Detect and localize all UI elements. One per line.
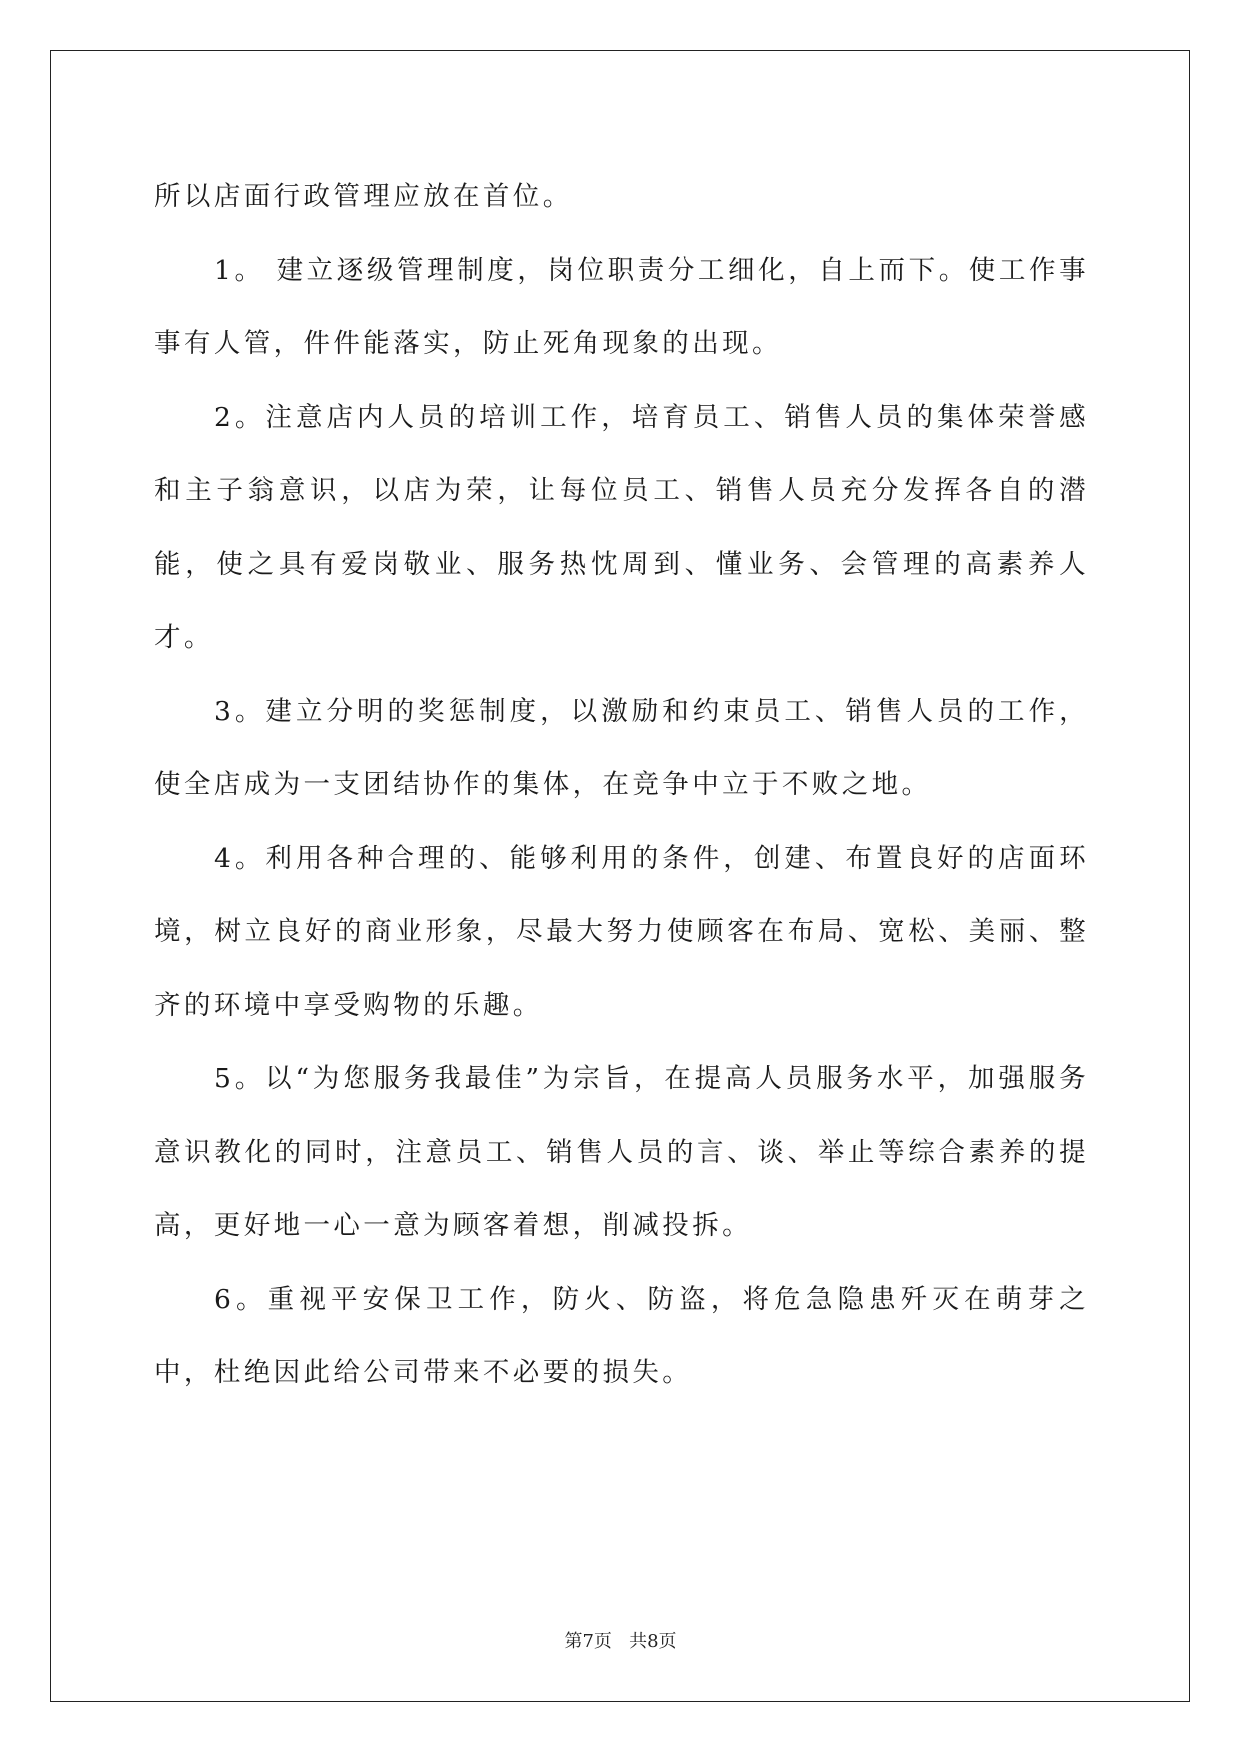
paragraph-item-6: 6。重视平安保卫工作，防火、防盗，将危急隐患歼灭在萌芽之中，杜绝因此给公司带来不必要的损失。	[154, 1283, 1089, 1388]
page-footer	[0, 1627, 1241, 1653]
paragraph-item-4: 4。利用各种合理的、能够利用的条件，创建、布置良好的店面环境，树立良好的商业形象，尽最大努力使顾客在布局、宽松、美丽、整齐的环境中享受购物的乐趣。	[154, 842, 1089, 1021]
paragraph-item-5: 5。以“为您服务我最佳”为宗旨，在提高人员服务水平，加强服务意识教化的同时，注意员工、销售人员的言、谈、举止等综合素养的提高，更好地一心一意为顾客着想，削减投拆。	[154, 1063, 1089, 1241]
paragraph-item-3: 3。建立分明的奖惩制度，以激励和约束员工、销售人员的工作，使全店成为一支团结协作的集体，在竞争中立于不败之地。	[154, 695, 1089, 800]
paragraph-item-1: 1。 建立逐级管理制度，岗位职责分工细化，自上而下。使工作事事有人管，件件能落实，防止死角现象的出现。	[154, 254, 1089, 359]
paragraph-item-2: 2。注意店内人员的培训工作，培育员工、销售人员的集体荣誉感和主子翁意识，以店为荣，让每位员工、销售人员充分发挥各自的潜能，使之具有爱岗敬业、服务热忱周到、懂业务、会管理的高素养人才。	[154, 401, 1089, 653]
document-body	[154, 160, 1089, 1410]
page-total: 共8页	[629, 1631, 677, 1652]
paragraph-continuation: 所以店面行政管理应放在首位。	[154, 181, 573, 212]
page-number: 第7页	[564, 1631, 612, 1652]
